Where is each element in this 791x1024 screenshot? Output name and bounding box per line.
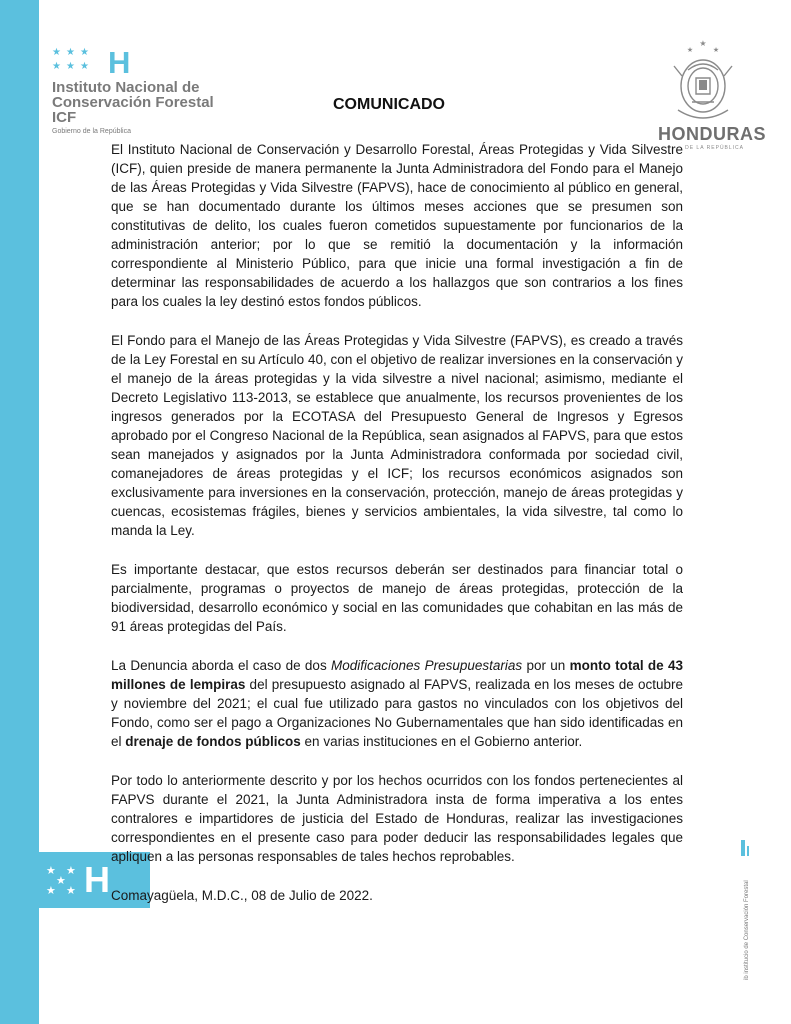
side-watermark-text: ib institucio de Conservación Forestal xyxy=(744,880,750,980)
star-icon: ★ xyxy=(56,875,66,887)
icf-mark xyxy=(52,46,267,78)
star-icon: ★ xyxy=(80,61,89,72)
svg-text:★: ★ xyxy=(712,47,720,54)
star-icon: ★ xyxy=(46,865,56,877)
icf-logo xyxy=(52,46,267,135)
bold-text: monto total de 43 millones de lempiras xyxy=(111,658,683,692)
svg-text:★: ★ xyxy=(699,39,707,48)
paragraph-5: Por todo lo anteriormente descrito y por los hechos ocurridos con los fondos pertenecientes al FAPVS durante el 2021, la Junta Administradora insta de forma imperativa a los entes contralores e impartidores de justicia del Estado de Honduras, realizar las investigaciones correspondientes en el presente caso para poder deducir las responsabilidades legales que apliquen a las personas responsables de tales hechos reprobables. xyxy=(111,773,683,864)
country-subtitle: DE LA REPÚBLICA xyxy=(685,145,744,151)
italic-text: Modificaciones Presupuestarias xyxy=(331,658,523,673)
star-icon: ★ xyxy=(52,61,61,72)
communique-body xyxy=(111,140,683,925)
star-icon: ★ xyxy=(66,865,76,877)
text-run: por un xyxy=(522,658,570,673)
honduras-coat-of-arms xyxy=(658,36,767,151)
page-title: COMUNICADO xyxy=(333,96,445,113)
text-run: La Denuncia aborda el caso de dos xyxy=(111,658,331,673)
side-watermark xyxy=(738,840,758,980)
h-mark-icon: H xyxy=(84,859,110,900)
government-label: Gobierno de la República xyxy=(52,128,131,135)
star-icon: ★ xyxy=(80,47,89,58)
text-run: en varias instituciones en el Gobierno anterior. xyxy=(300,734,583,749)
institution-name: Instituto Nacional de Conservación Forestal ICF xyxy=(52,79,214,126)
paragraph-4 xyxy=(111,656,683,751)
side-mark-icon xyxy=(747,846,749,856)
coat-of-arms-icon xyxy=(668,36,738,122)
star-icon: ★ xyxy=(66,61,75,72)
country-name: HONDURAS xyxy=(658,124,767,144)
paragraph-3: Es importante destacar, que estos recursos deberán ser destinados para financiar total o parcialmente, programas o proyectos de manejo de áreas protegidas, protección de la biodiversidad, desarrollo económico y social en las comunidades que cohabitan en las más de 91 áreas protegidas del País. xyxy=(111,562,683,634)
star-icon: ★ xyxy=(66,885,76,897)
date-place-line: Comayagüela, M.D.C., 08 de Julio de 2022. xyxy=(111,888,373,903)
text-run: del presupuesto asignado al FAPVS, realizada en los meses de octubre y noviembre del 2021; el cual fue utilizado para gastos no vinculados con los objetivos del Fondo, como ser el pago a Organizaciones No Gubernamentales que han sido identificadas en el xyxy=(111,677,683,749)
svg-text:★: ★ xyxy=(686,47,694,54)
star-icon: ★ xyxy=(46,885,56,897)
bold-text: drenaje de fondos públicos xyxy=(125,734,301,749)
side-mark-icon xyxy=(741,840,745,856)
paragraph-1: El Instituto Nacional de Conservación y Desarrollo Forestal, Áreas Protegidas y Vida Silvestre (ICF), quien preside de manera permanente la Junta Administradora del Fondo para el Manejo de las Áreas Protegidas y Vida Silvestre (FAPVS), hace de conocimiento al público en general, que se han documentado durante los últimos meses acciones que se presumen son constitutivas de delito, los cuales fueron cometidos supuestamente por funcionarios de la administración anterior; por lo que se remitió la documentación y la información correspondiente al Ministerio Público, para que inicie una formal investigación a fin de determinar las responsabilidades de acuerdo a los hallazgos que son contrarios a los fines para los cuales la ley destinó estos fondos públicos. xyxy=(111,142,683,309)
paragraph-2: El Fondo para el Manejo de las Áreas Protegidas y Vida Silvestre (FAPVS), es creado a través de la Ley Forestal en su Artículo 40, con el objetivo de realizar inversiones en la conservación y el manejo de la áreas protegidas y la vida silvestre a nivel nacional; asimismo, mediante el Decreto Legislativo 113-2013, se establece que anualmente, los recursos provenientes de los ingresos generados por la ECOTASA del Presupuesto General de Ingresos y Egresos aprobado por el Congreso Nacional de la República, sean asignados al FAPVS, para que estos sean manejados y asignados por la Junta Administradora conformada por sociedad civil, comanejadores de áreas protegidas y el ICF; los recursos económicos asignados son exclusivamente para inversiones en la conservación, protección, manejo de áreas protegidas y cuencas, ecosistemas frágiles, bienes y servicios ambientales, la vida silvestre, tal como lo manda la Ley. xyxy=(111,333,683,538)
h-mark-icon: H xyxy=(108,45,131,80)
star-icon: ★ xyxy=(52,47,61,58)
star-icon: ★ xyxy=(66,47,75,58)
